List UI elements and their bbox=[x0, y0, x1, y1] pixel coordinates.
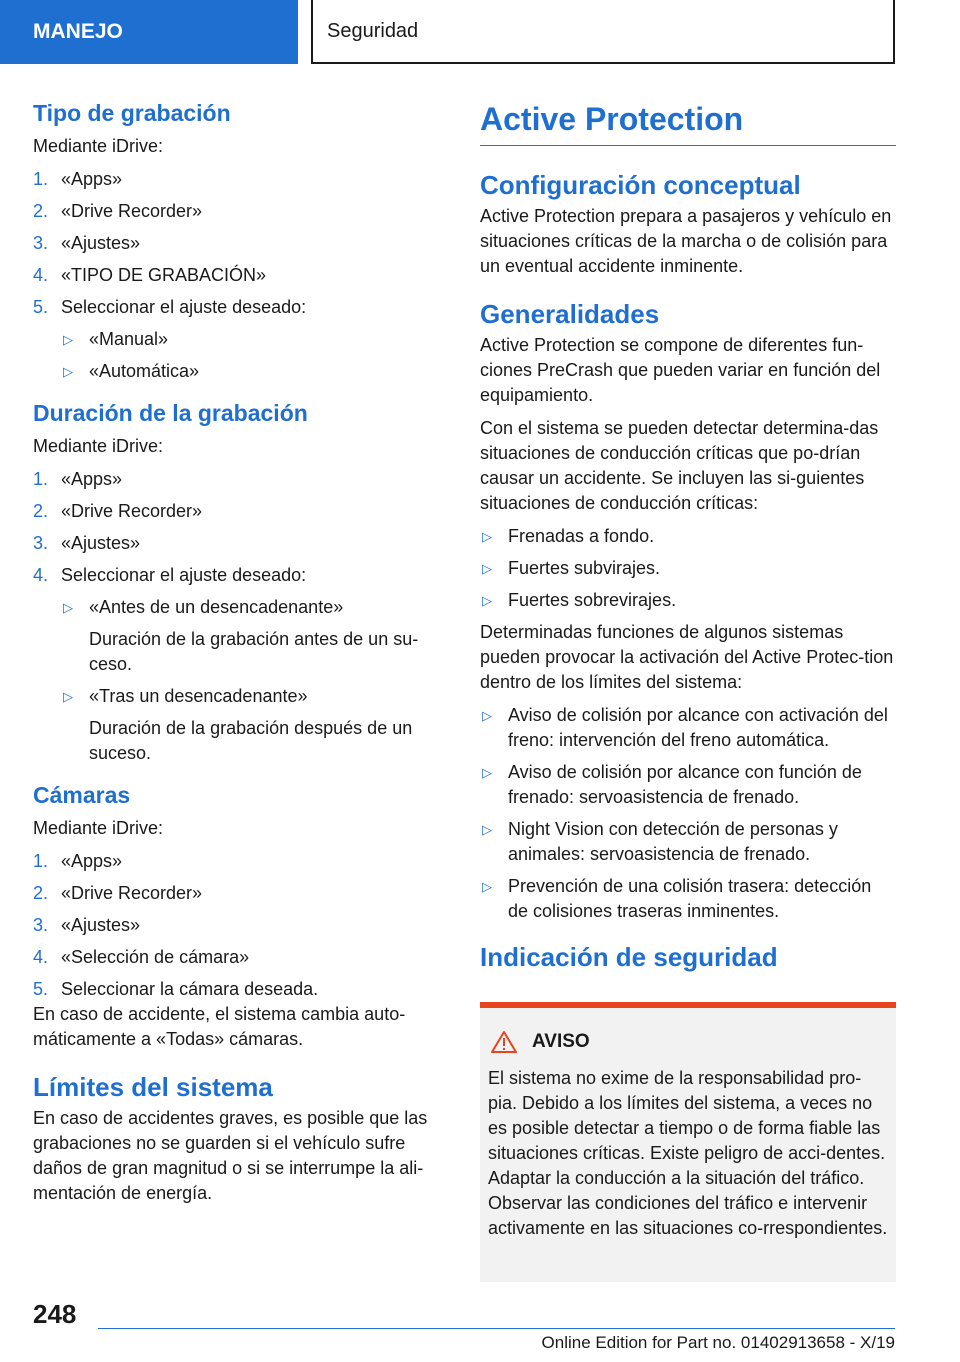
heading-indicacion-seguridad: Indicación de seguridad bbox=[480, 942, 778, 972]
list-item: ▷ «Manual» bbox=[61, 327, 448, 352]
intro-text: Mediante iDrive: bbox=[33, 436, 164, 456]
list-item: 3. «Ajustes» bbox=[33, 233, 141, 253]
list-item: ▷ Prevención de una colisión trasera: detección de colisiones traseras inminentes. bbox=[480, 874, 896, 924]
body-text: Active Protection prepara a pasajeros y vehículo en situaciones críticas de la marcha o de colisión para un eventual accidente inminente. bbox=[480, 206, 892, 276]
triangle-bullet-icon: ▷ bbox=[482, 529, 492, 544]
warning-triangle-icon bbox=[490, 1030, 518, 1054]
heading-configuracion-conceptual: Configuración conceptual bbox=[480, 170, 801, 200]
list-item: ▷ Frenadas a fondo. bbox=[480, 524, 896, 549]
heading-tipo-grabacion: Tipo de grabación bbox=[33, 100, 231, 126]
list-item: 3. «Ajustes» bbox=[33, 533, 141, 553]
triangle-bullet-icon: ▷ bbox=[63, 332, 73, 347]
warning-label: AVISO bbox=[532, 1031, 590, 1052]
chapter-tab[interactable]: MANEJO bbox=[0, 0, 298, 64]
triangle-bullet-icon: ▷ bbox=[63, 364, 73, 379]
page-title: Active Protection bbox=[480, 101, 744, 137]
steps-list bbox=[33, 467, 448, 588]
list-item: ▷ Night Vision con detección de personas y animales: servoasistencia de frenado. bbox=[480, 817, 896, 867]
list-item: ▷ «Antes de un desencadenante» Duración de la grabación antes de un su-ceso. bbox=[61, 595, 448, 677]
section-title: Seguridad bbox=[311, 0, 895, 64]
warning-header bbox=[488, 1030, 888, 1054]
intro-text: Mediante iDrive: bbox=[33, 818, 164, 838]
functions-list bbox=[480, 703, 896, 924]
list-item: 1. «Apps» bbox=[33, 169, 123, 189]
list-item: 4. «TIPO DE GRABACIÓN» bbox=[33, 265, 267, 285]
steps-list bbox=[33, 167, 448, 320]
triangle-bullet-icon: ▷ bbox=[482, 879, 492, 894]
body-text: En caso de accidente, el sistema cambia auto-máticamente a «Todas» cámaras. bbox=[33, 1004, 406, 1049]
body-text: Active Protection se compone de diferentes fun-ciones PreCrash que pueden variar en función del equipamiento. bbox=[480, 335, 881, 405]
triangle-bullet-icon: ▷ bbox=[482, 708, 492, 723]
page-number: 248 bbox=[33, 1299, 77, 1329]
list-item: 2. «Drive Recorder» bbox=[33, 883, 203, 903]
list-item: ▷ Aviso de colisión por alcance con activación del freno: intervención del freno automática. bbox=[480, 703, 896, 753]
triangle-bullet-icon: ▷ bbox=[63, 689, 73, 704]
heading-camaras: Cámaras bbox=[33, 782, 131, 808]
triangle-bullet-icon: ▷ bbox=[482, 765, 492, 780]
steps-list bbox=[33, 849, 448, 1002]
list-item: ▷ «Automática» bbox=[61, 359, 448, 384]
triangle-bullet-icon: ▷ bbox=[482, 561, 492, 576]
heading-limites-sistema: Límites del sistema bbox=[33, 1072, 273, 1102]
list-item: 1. «Apps» bbox=[33, 851, 123, 871]
list-item: 4. «Selección de cámara» bbox=[33, 947, 250, 967]
body-text: En caso de accidentes graves, es posible que las grabaciones no se guarden si el vehículo sufre daños de gran magnitud o si se interrumpe la ali-mentación de energía. bbox=[33, 1108, 428, 1203]
heading-generalidades: Generalidades bbox=[480, 299, 660, 329]
list-item: ▷ Aviso de colisión por alcance con función de frenado: servoasistencia de frenado. bbox=[480, 760, 896, 810]
situations-list bbox=[480, 524, 896, 613]
right-column bbox=[480, 98, 896, 976]
warning-box bbox=[480, 1002, 896, 1282]
footer-edition: Online Edition for Part no. 01402913658 - X/19 bbox=[541, 1333, 895, 1352]
body-text: Determinadas funciones de algunos sistemas pueden provocar la activación del Active Protec-tion dentro de los límites del sistema: bbox=[480, 622, 894, 692]
body-text: Con el sistema se pueden detectar determina-das situaciones de conducción críticas que po-drían causar un accidente. Se incluyen las si-guientes situaciones de conducción críticas: bbox=[480, 418, 879, 513]
list-item: 1. «Apps» bbox=[33, 469, 123, 489]
list-item: 5. Seleccionar el ajuste deseado: bbox=[33, 297, 307, 317]
list-item: 4. Seleccionar el ajuste deseado: bbox=[33, 565, 307, 585]
options-list bbox=[61, 595, 448, 766]
options-list bbox=[61, 327, 448, 384]
intro-text: Mediante iDrive: bbox=[33, 136, 164, 156]
list-item: 3. «Ajustes» bbox=[33, 915, 141, 935]
list-item: 2. «Drive Recorder» bbox=[33, 501, 203, 521]
list-item: 2. «Drive Recorder» bbox=[33, 201, 203, 221]
list-item: 5. Seleccionar la cámara deseada. bbox=[33, 979, 319, 999]
warning-text: El sistema no exime de la responsabilidad pro-pia. Debido a los límites del sistema, a veces no es posible detectar a tiempo o de forma fiable las situaciones críticas. Existe peligro de acci-dentes. Adaptar la conducción a la situación del tráfico. Observar las condiciones del tráfico e intervenir activamente en las situaciones co-rrespondientes. bbox=[488, 1068, 888, 1238]
triangle-bullet-icon: ▷ bbox=[482, 822, 492, 837]
list-item: ▷ Fuertes subvirajes. bbox=[480, 556, 896, 581]
list-item: ▷ «Tras un desencadenante» Duración de la grabación después de un suceso. bbox=[61, 684, 448, 766]
list-item: ▷ Fuertes sobrevirajes. bbox=[480, 588, 896, 613]
footer-divider bbox=[98, 1328, 895, 1329]
triangle-bullet-icon: ▷ bbox=[482, 593, 492, 608]
left-column bbox=[33, 98, 448, 1206]
heading-duracion-grabacion: Duración de la grabación bbox=[33, 400, 308, 426]
triangle-bullet-icon: ▷ bbox=[63, 600, 73, 615]
